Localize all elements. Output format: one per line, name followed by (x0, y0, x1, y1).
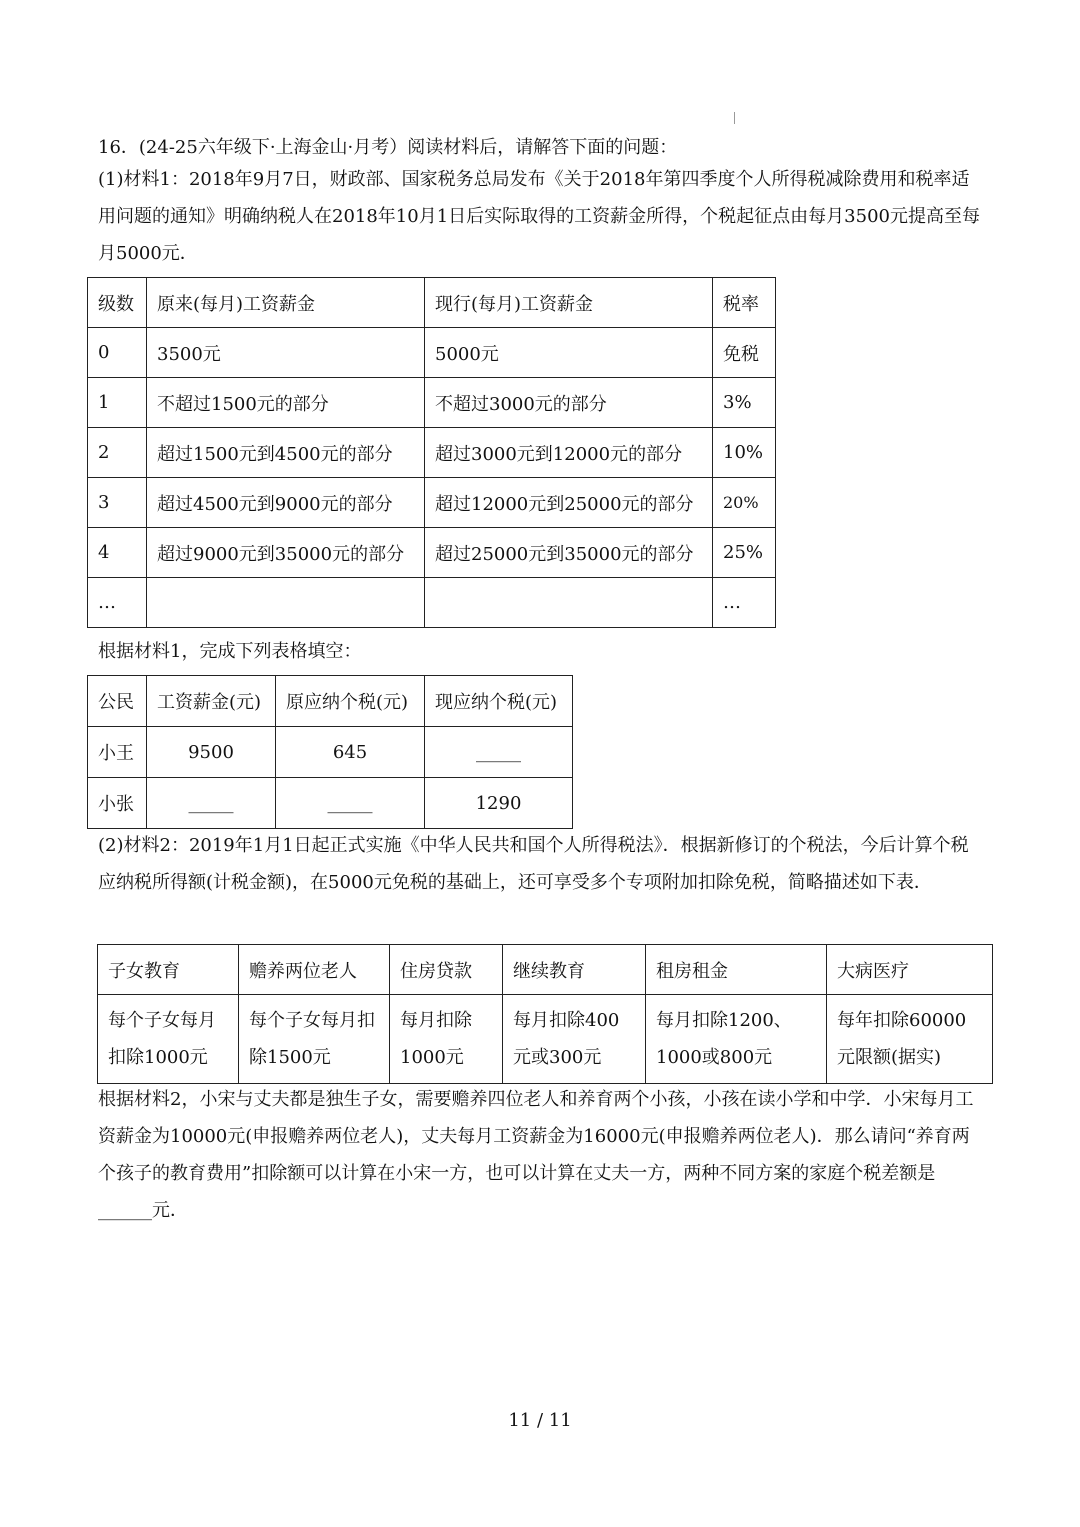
table-cell: 每月扣除1200、1000或800元 (646, 995, 827, 1084)
table-cell: 不超过1500元的部分 (147, 378, 425, 428)
table-cell: 3% (713, 378, 776, 428)
table-row (88, 478, 776, 528)
instruction-1: 根据材料1，完成下列表格填空： (98, 641, 362, 662)
table-cell: 免税 (713, 328, 776, 378)
table-cell: 不超过3000元的部分 (425, 378, 713, 428)
table-cell: 每年扣除60000元限额(据实) (827, 995, 993, 1084)
table-row (88, 578, 776, 628)
scan-mark (734, 112, 735, 124)
fill-in-table (87, 675, 573, 829)
header-cell: 原应纳个税(元) (276, 676, 425, 727)
table-cell: 20% (713, 478, 776, 528)
table-cell: 0 (88, 328, 147, 378)
table-cell (425, 578, 713, 628)
table-row (88, 428, 776, 478)
table-cell: 超过9000元到35000元的部分 (147, 528, 425, 578)
table-cell: 超过4500元到9000元的部分 (147, 478, 425, 528)
header-cell: 租房租金 (646, 945, 827, 995)
material-1-text: (1)材料1：2018年9月7日，财政部、国家税务总局发布《关于2018年第四季度个人所得税减除费用和税率适用问题的通知》明确纳税人在2018年10月1日后实际取得的工资薪金所得，个税起征点由每月3500元提高至每月5000元． (98, 169, 980, 264)
table-row (88, 778, 573, 829)
header-cell: 现行(每月)工资薪金 (425, 278, 713, 328)
table-row (88, 528, 776, 578)
table-cell: … (713, 578, 776, 628)
header-cell: 原来(每月)工资薪金 (147, 278, 425, 328)
table-row (98, 995, 993, 1084)
page-number: 11 / 11 (508, 1410, 572, 1431)
table-cell: … (88, 578, 147, 628)
table-cell: 3 (88, 478, 147, 528)
header-cell: 大病医疗 (827, 945, 993, 995)
answer-blank: _____ (276, 778, 425, 829)
instruction-2: 根据材料2，小宋与丈夫都是独生子女，需要赡养四位老人和养育两个小孩，小孩在读小学和中学．小宋每月工资薪金为10000元(申报赡养两位老人)，丈夫每月工资薪金为16000元(申报赡养两位老人)．那么请问“养育两个孩子的教育费用”扣除额可以计算在小宋一方，也可以计算在丈夫一方，两种不同方案的家庭个税差额是______元． (98, 1089, 974, 1221)
material-2-text: (2)材料2：2019年1月1日起正式实施《中华人民共和国个人所得税法》．根据新修订的个税法，今后计算个税应纳税所得额(计税金额)，在5000元免税的基础上，还可享受多个专项附加扣除免税，简略描述如下表． (98, 835, 969, 893)
answer-blank: _____ (147, 778, 276, 829)
header-cell: 工资薪金(元) (147, 676, 276, 727)
table-cell (147, 578, 425, 628)
table-header-row (88, 278, 776, 328)
header-cell: 子女教育 (98, 945, 239, 995)
table-cell: 超过3000元到12000元的部分 (425, 428, 713, 478)
table-cell: 每月扣除1000元 (390, 995, 503, 1084)
table-row (88, 727, 573, 778)
question-header: 16．(24-25六年级下·上海金山·月考）阅读材料后，请解答下面的问题： (98, 137, 678, 158)
table-row (88, 328, 776, 378)
table-cell: 5000元 (425, 328, 713, 378)
table-cell: 3500元 (147, 328, 425, 378)
table-cell: 4 (88, 528, 147, 578)
table-cell: 25% (713, 528, 776, 578)
table-cell: 小王 (88, 727, 147, 778)
table-cell: 9500 (147, 727, 276, 778)
table-cell: 10% (713, 428, 776, 478)
tax-rate-table (87, 277, 776, 628)
table-cell: 1290 (425, 778, 573, 829)
table-row (88, 378, 776, 428)
header-cell: 公民 (88, 676, 147, 727)
table-cell: 每月扣除400元或300元 (503, 995, 646, 1084)
header-cell: 住房贷款 (390, 945, 503, 995)
header-cell: 现应纳个税(元) (425, 676, 573, 727)
table-cell: 每个子女每月扣除1000元 (98, 995, 239, 1084)
header-cell: 赡养两位老人 (239, 945, 390, 995)
table-cell: 超过1500元到4500元的部分 (147, 428, 425, 478)
header-cell: 税率 (713, 278, 776, 328)
table-cell: 小张 (88, 778, 147, 829)
header-cell: 继续教育 (503, 945, 646, 995)
table-cell: 645 (276, 727, 425, 778)
table-cell: 1 (88, 378, 147, 428)
table-cell: 2 (88, 428, 147, 478)
table-cell: 每个子女每月扣除1500元 (239, 995, 390, 1084)
header-cell: 级数 (88, 278, 147, 328)
table-cell: 超过12000元到25000元的部分 (425, 478, 713, 528)
table-cell: 超过25000元到35000元的部分 (425, 528, 713, 578)
deduction-table (97, 944, 993, 1084)
table-header-row (88, 676, 573, 727)
answer-blank: _____ (425, 727, 573, 778)
table-header-row (98, 945, 993, 995)
